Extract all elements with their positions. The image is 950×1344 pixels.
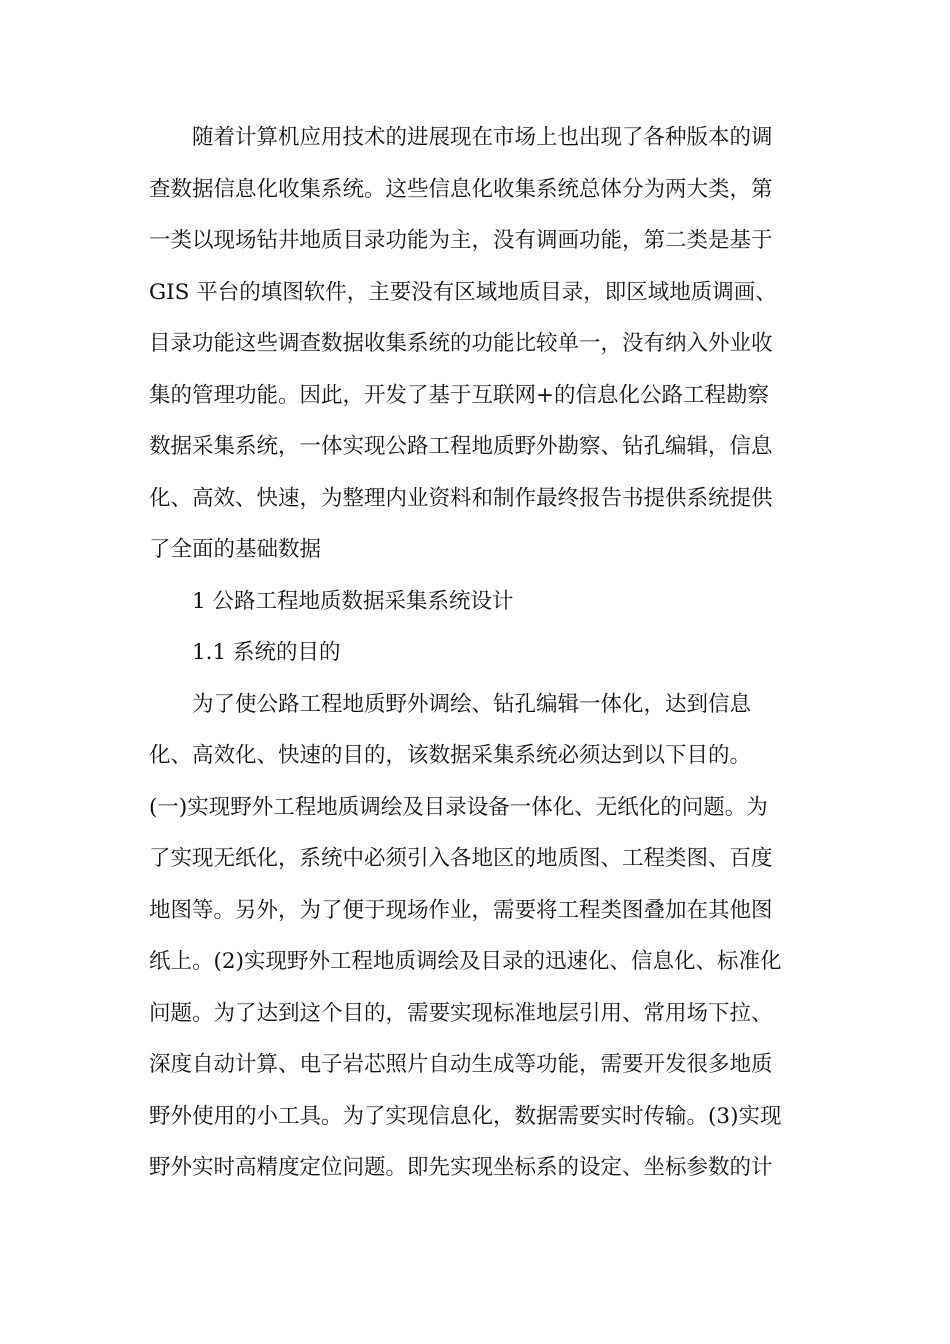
paragraph-intro-line-7: 数据采集系统，一体实现公路工程地质野外勘察、钻孔编辑，信息 [149,434,773,459]
subsection-heading: 1.1 系统的目的 [192,640,341,665]
paragraph-purpose-line-2: 化、高效化、快速的目的，该数据采集系统必须达到以下目的。 [149,743,752,768]
paragraph-intro-line-8: 化、高效、快速，为整理内业资料和制作最终报告书提供系统提供 [149,486,773,511]
paragraph-intro-line-9: 了全面的基础数据 [149,537,322,562]
paragraph-intro-line-1: 随着计算机应用技术的进展现在市场上也出现了各种版本的调 [192,125,773,150]
paragraph-purpose-line-10: 野外实时高精度定位问题。即先实现坐标系的设定、坐标参数的计 [149,1155,773,1180]
paragraph-intro-line-5: 目录功能这些调查数据收集系统的功能比较单一，没有纳入外业收 [149,331,773,356]
paragraph-purpose-line-4: 了实现无纸化，系统中必须引入各地区的地质图、工程类图、百度 [149,846,773,871]
paragraph-intro-line-2: 查数据信息化收集系统。这些信息化收集系统总体分为两大类，第 [149,177,773,202]
paragraph-purpose-line-1: 为了使公路工程地质野外调绘、钻孔编辑一体化，达到信息 [192,692,752,717]
paragraph-purpose-line-3: (一)实现野外工程地质调绘及目录设备一体化、无纸化的问题。为 [149,795,768,820]
paragraph-purpose-line-9: 野外使用的小工具。为了实现信息化，数据需要实时传输。(3)实现 [149,1104,782,1129]
paragraph-intro-line-6: 集的管理功能。因此，开发了基于互联网+的信息化公路工程勘察 [149,383,770,408]
paragraph-purpose-line-5: 地图等。另外，为了便于现场作业，需要将工程类图叠加在其他图 [149,898,773,923]
paragraph-purpose-line-7: 问题。为了达到这个目的，需要实现标准地层引用、常用场下拉、 [149,1001,773,1026]
section-heading: 1 公路工程地质数据采集系统设计 [192,589,514,614]
paragraph-intro-line-4: GIS 平台的填图软件，主要没有区域地质目录，即区域地质调画、 [149,280,777,305]
paragraph-purpose-line-6: 纸上。(2)实现野外工程地质调绘及目录的迅速化、信息化、标准化 [149,949,782,974]
paragraph-intro-line-3: 一类以现场钻井地质目录功能为主，没有调画功能，第二类是基于 [149,228,773,253]
paragraph-purpose-line-8: 深度自动计算、电子岩芯照片自动生成等功能，需要开发很多地质 [149,1052,773,1077]
